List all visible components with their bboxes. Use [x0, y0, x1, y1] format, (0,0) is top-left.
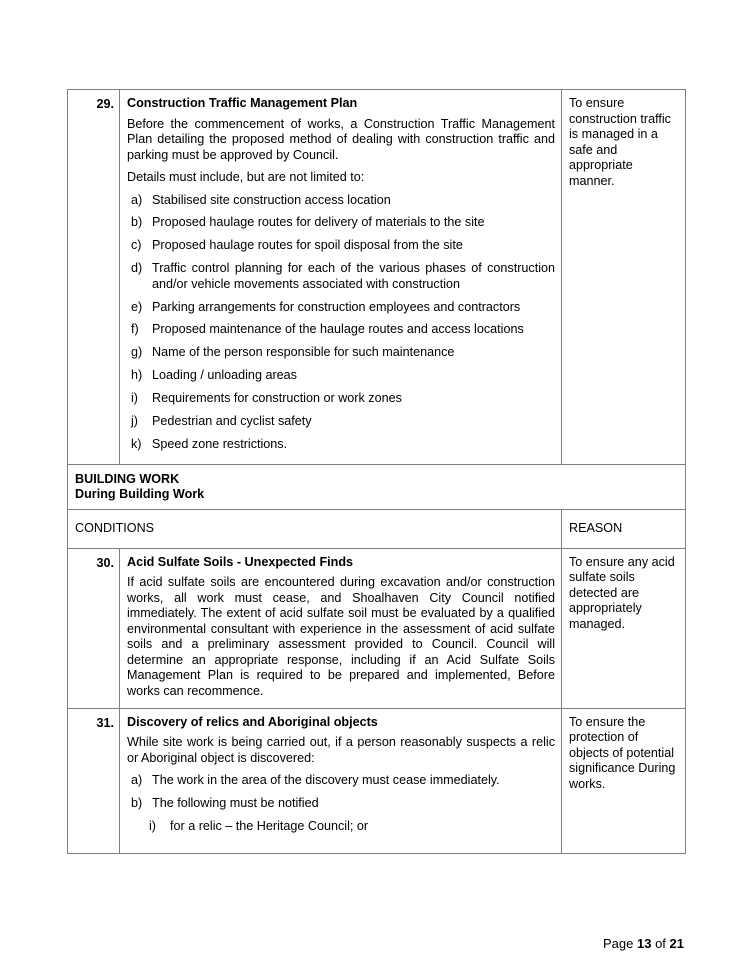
condition-title: Acid Sulfate Soils - Unexpected Finds — [127, 554, 354, 569]
list-item — [145, 819, 555, 835]
page-footer — [603, 936, 684, 952]
list-item-label: j) — [131, 414, 138, 429]
condition-content — [120, 548, 562, 708]
list-item-text: for a relic – the Heritage Council; or — [170, 819, 369, 834]
list-item-label: b) — [131, 796, 143, 811]
condition-row-31 — [68, 708, 686, 853]
reason-header: REASON — [562, 509, 686, 548]
list-item — [127, 238, 555, 254]
condition-title: Construction Traffic Management Plan — [127, 96, 358, 110]
condition-number: 31. — [68, 708, 120, 853]
section-title: BUILDING WORK — [75, 471, 180, 486]
list-item-text: Speed zone restrictions. — [152, 436, 288, 451]
condition-row-30 — [68, 548, 686, 708]
list-item — [127, 261, 555, 292]
condition-row-29 — [68, 90, 686, 465]
list-item — [127, 322, 555, 338]
conditions-header: CONDITIONS — [68, 509, 562, 548]
list-item — [127, 796, 555, 812]
condition-content — [120, 90, 562, 465]
list-item — [127, 368, 555, 384]
list-item-label: a) — [131, 192, 143, 207]
list-item — [127, 215, 555, 231]
list-item-text: Requirements for construction or work zones — [152, 391, 402, 406]
list-item — [127, 345, 555, 361]
condition-reason: To ensure the protection of objects of potential significance During works. — [562, 708, 686, 853]
list-item-text: Pedestrian and cyclist safety — [152, 414, 312, 429]
list-item — [127, 391, 555, 407]
section-heading — [68, 464, 686, 509]
list-item — [127, 193, 555, 209]
list-item-text: Proposed maintenance of the haulage routes and access locations — [152, 322, 524, 337]
page-prefix: Page — [602, 936, 634, 951]
list-item-label: h) — [131, 368, 143, 383]
list-item-text: The work in the area of the discovery must cease immediately. — [152, 773, 500, 788]
list-item — [127, 437, 555, 453]
condition-content — [120, 708, 562, 853]
list-item-text: Stabilised site construction access location — [152, 192, 391, 207]
conditions-table — [67, 89, 686, 854]
section-subtitle: During Building Work — [75, 487, 205, 502]
list-item-label: c) — [131, 238, 142, 253]
condition-reason: To ensure construction traffic is managed in a safe and appropriate manner. — [562, 90, 686, 465]
list-item-text: Loading / unloading areas — [152, 368, 297, 383]
list-item-label: d) — [131, 261, 143, 276]
column-header-row — [68, 509, 686, 548]
list-item-text: Proposed haulage routes for spoil disposal from the site — [152, 238, 463, 253]
list-item-text: Name of the person responsible for such maintenance — [152, 345, 455, 360]
list-item-text: Traffic control planning for each of the various phases of construction and/or vehicle movements associated with construction — [152, 261, 555, 291]
list-item-label: k) — [131, 436, 142, 451]
list-item — [127, 300, 555, 316]
list-item-label: i) — [131, 391, 138, 406]
condition-intro: While site work is being carried out, if a person reasonably suspects a relic or Aboriginal object is discovered: — [127, 735, 555, 765]
list-item-label: b) — [131, 215, 143, 230]
list-item — [127, 773, 555, 789]
condition-list — [127, 193, 555, 453]
section-heading-row — [68, 464, 686, 509]
page-of: of — [655, 936, 666, 951]
condition-title: Discovery of relics and Aboriginal objects — [127, 714, 378, 729]
condition-intro: Before the commencement of works, a Construction Traffic Management Plan detailing the proposed method of dealing with construction traffic and parking must be approved by Council. — [127, 116, 555, 162]
list-item-label: a) — [131, 773, 143, 788]
list-item-label: f) — [131, 322, 139, 337]
list-item-text: Parking arrangements for construction employees and contractors — [152, 299, 521, 314]
condition-number: 29. — [68, 90, 120, 465]
condition-list — [127, 773, 555, 811]
page-current: 13 — [636, 936, 652, 951]
condition-sublist — [127, 819, 555, 835]
condition-reason: To ensure any acid sulfate soils detected are appropriately managed. — [562, 548, 686, 708]
page-total: 21 — [669, 936, 684, 951]
list-item-label: e) — [131, 299, 143, 314]
list-item-text: Proposed haulage routes for delivery of materials to the site — [152, 215, 485, 230]
list-item-text: The following must be notified — [152, 796, 319, 811]
list-item — [127, 414, 555, 430]
list-item-label: i) — [149, 819, 156, 834]
condition-body: If acid sulfate soils are encountered during excavation and/or construction works, all work must cease, and Shoalhaven City Council notified immediately. The extent of acid sulfate soil must be evaluated by a qualified environmental consultant with experience in the assessment of acid sulfate soils and a preliminary assessment provided to Council. Council will determine an appropriate response, including if an Acid Sulfate Soils Management Plan is required to be prepared and implemented, Before works can recommence. — [127, 575, 555, 698]
condition-details-intro: Details must include, but are not limited to: — [127, 170, 365, 184]
list-item-label: g) — [131, 345, 143, 360]
condition-number: 30. — [68, 548, 120, 708]
